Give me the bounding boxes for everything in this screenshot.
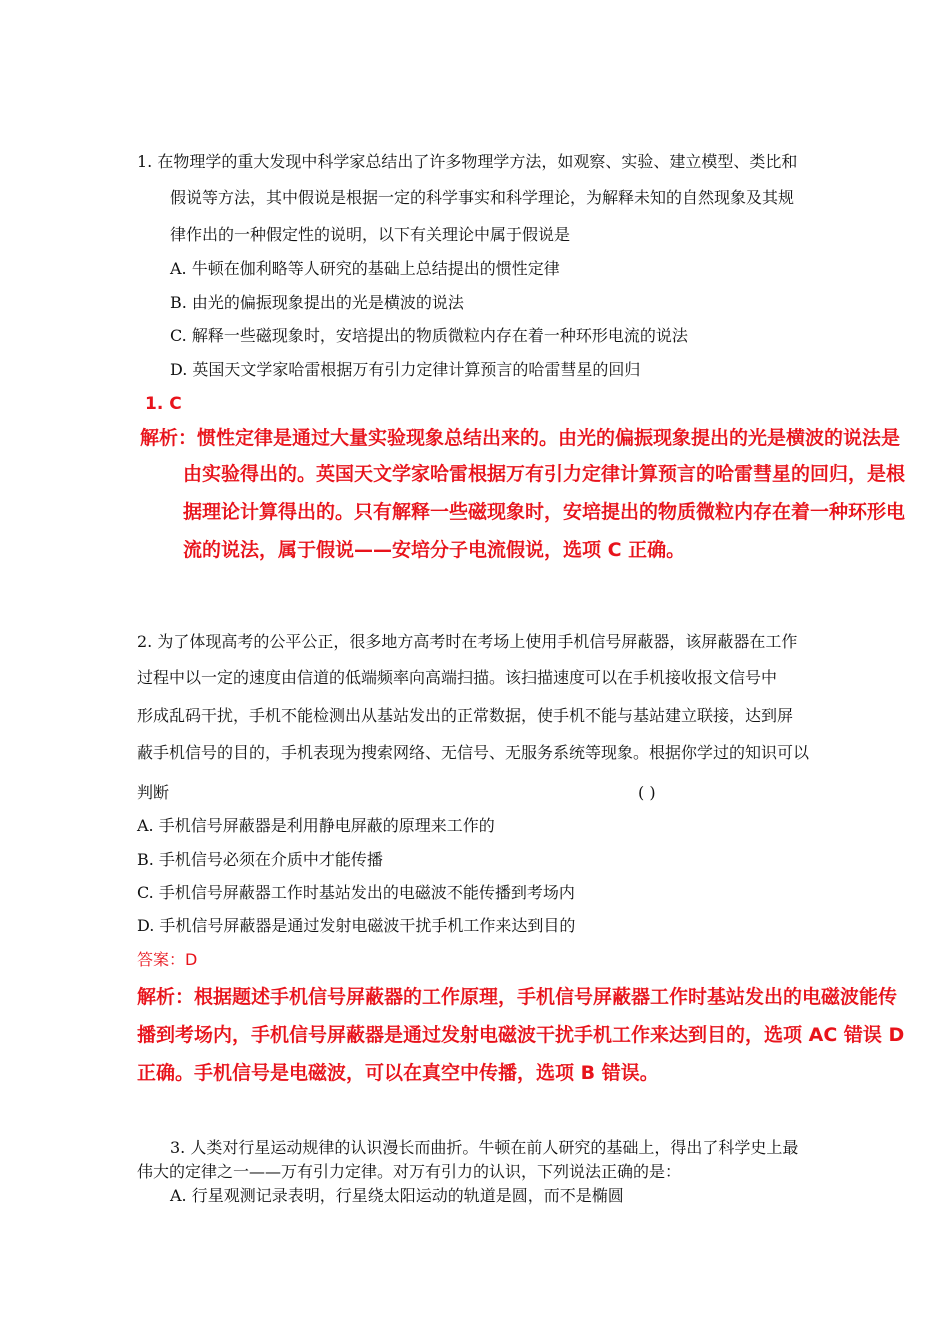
q1-option-b: B. 由光的偏振现象提出的光是横波的说法 xyxy=(170,293,464,312)
q3-option-a: A. 行星观测记录表明，行星绕太阳运动的轨道是圆，而不是椭圆 xyxy=(170,1186,624,1205)
q2-explanation-line-2: 播到考场内，手机信号屏蔽器是通过发射电磁波干扰手机工作来达到目的，选项 AC 错误 D xyxy=(137,1024,905,1046)
q1-explanation-line-4: 流的说法，属于假说——安培分子电流假说，选项 C 正确。 xyxy=(183,539,686,561)
q2-answer: 答案：D xyxy=(137,950,198,969)
q3-stem-line-1: 3. 人类对行星运动规律的认识漫长而曲折。牛顿在前人研究的基础上，得出了科学史上最 xyxy=(170,1138,799,1157)
q2-explanation-line-3: 正确。手机信号是电磁波，可以在真空中传播，选项 B 错误。 xyxy=(137,1062,659,1084)
q1-option-d: D. 英国天文学家哈雷根据万有引力定律计算预言的哈雷彗星的回归 xyxy=(170,360,641,379)
q1-option-c: C. 解释一些磁现象时，安培提出的物质微粒内存在着一种环形电流的说法 xyxy=(170,326,688,345)
q2-stem-line-2: 过程中以一定的速度由信道的低端频率向高端扫描。该扫描速度可以在手机接收报文信号中 xyxy=(137,668,778,687)
q1-answer: 1. C xyxy=(145,394,182,414)
q1-stem-line-1: 1. 在物理学的重大发现中科学家总结出了许多物理学方法，如观察、实验、建立模型、类比和 xyxy=(137,152,798,171)
q1-explanation-line-3: 据理论计算得出的。只有解释一些磁现象时，安培提出的物质微粒内存在着一种环形电 xyxy=(183,501,906,523)
q2-answer-blank: ( ) xyxy=(638,783,656,802)
q1-explanation-line-1: 解析：惯性定律是通过大量实验现象总结出来的。由光的偏振现象提出的光是横波的说法是 xyxy=(140,427,901,449)
q2-stem-line-3: 形成乱码干扰，手机不能检测出从基站发出的正常数据，使手机不能与基站建立联接，达到屏 xyxy=(137,706,794,725)
q1-stem-line-2: 假说等方法，其中假说是根据一定的科学事实和科学理论，为解释未知的自然现象及其规 xyxy=(170,188,795,207)
q1-stem-line-3: 律作出的一种假定性的说明，以下有关理论中属于假说是 xyxy=(170,225,571,244)
q2-option-d: D. 手机信号屏蔽器是通过发射电磁波干扰手机工作来达到目的 xyxy=(137,916,576,935)
q1-option-a: A. 牛顿在伽利略等人研究的基础上总结提出的惯性定律 xyxy=(170,259,560,278)
q2-option-a: A. 手机信号屏蔽器是利用静电屏蔽的原理来工作的 xyxy=(137,816,495,835)
q2-stem-line-4: 蔽手机信号的目的，手机表现为搜索网络、无信号、无服务系统等现象。根据你学过的知识可以 xyxy=(137,743,810,762)
q3-stem-line-2: 伟大的定律之一——万有引力定律。对万有引力的认识，下列说法正确的是： xyxy=(137,1162,682,1181)
q2-option-b: B. 手机信号必须在介质中才能传播 xyxy=(137,850,383,869)
q2-stem-line-1: 2. 为了体现高考的公平公正，很多地方高考时在考场上使用手机信号屏蔽器，该屏蔽器在工作 xyxy=(137,632,798,651)
q1-explanation-line-2: 由实验得出的。英国天文学家哈雷根据万有引力定律计算预言的哈雷彗星的回归，是根 xyxy=(183,463,906,485)
q2-explanation-line-1: 解析：根据题述手机信号屏蔽器的工作原理，手机信号屏蔽器工作时基站发出的电磁波能传 xyxy=(137,986,898,1008)
q2-stem-line-5: 判断 xyxy=(137,783,170,802)
q2-option-c: C. 手机信号屏蔽器工作时基站发出的电磁波不能传播到考场内 xyxy=(137,883,575,902)
